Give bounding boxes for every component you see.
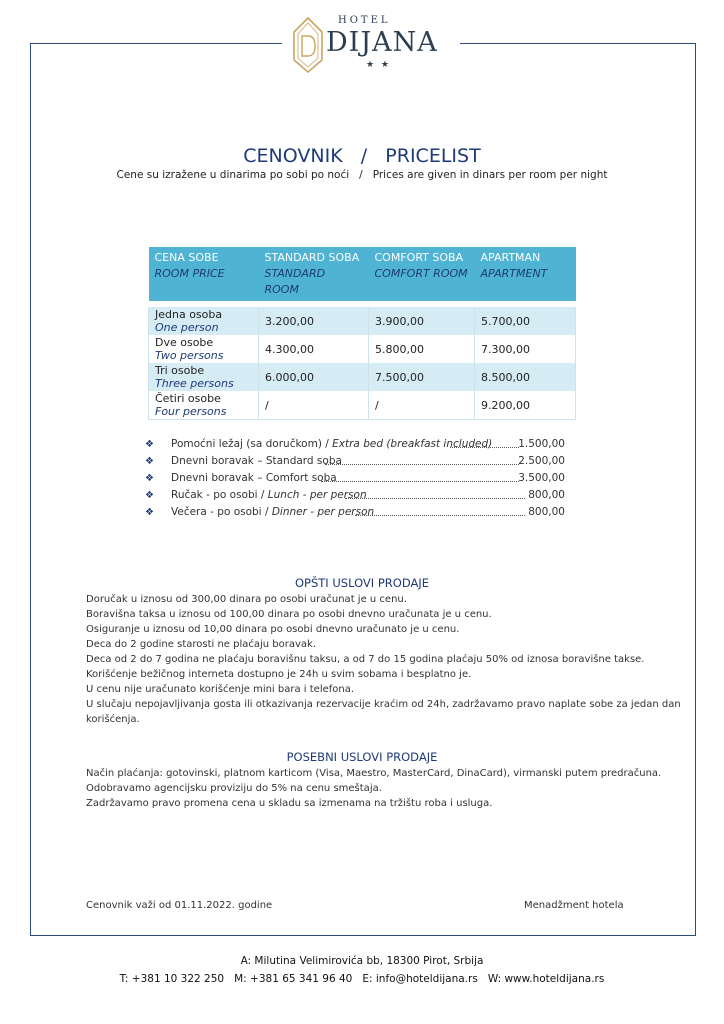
logo-name-text: DIJANA	[326, 27, 438, 58]
extra-label-en: Extra bed (breakfast included)	[332, 438, 493, 450]
leader-dots	[321, 481, 519, 482]
row-label-en: Two persons	[155, 349, 224, 362]
leader-dots	[450, 447, 519, 448]
valid-from-note: Cenovnik važi od 01.11.2022. godine	[86, 900, 273, 911]
extra-label	[171, 470, 337, 487]
price-comfort: 7.500,00	[369, 363, 475, 391]
row-label-en: Four persons	[155, 405, 227, 418]
price-standard: 3.200,00	[259, 307, 369, 335]
diamond-bullet-icon: ❖	[145, 507, 154, 518]
table-row	[149, 307, 576, 335]
price-table-header	[149, 247, 576, 301]
header-sr: APARTMAN	[480, 251, 541, 264]
extra-label-sr: Ručak - po osobi /	[171, 489, 268, 501]
price-standard: /	[259, 391, 369, 420]
row-label	[149, 363, 259, 391]
terms-line: Deca od 2 do 7 godina ne plaćaju boravišnu taksu, a od 7 do 15 godina plaćaju 50% od iznosa boravišne takse.	[86, 654, 645, 665]
price-comfort: /	[369, 391, 475, 420]
extra-label-sr: Pomoćni ležaj (sa doručkom) /	[171, 438, 333, 450]
header-en: STANDARD ROOM	[264, 267, 326, 296]
footer-address: A: Milutina Velimirovića bb, 18300 Pirot, Srbija	[240, 955, 484, 967]
header-sr: CENA SOBE	[154, 251, 219, 264]
header-en: COMFORT ROOM	[374, 267, 468, 280]
general-terms-text	[86, 592, 681, 727]
extra-label	[171, 504, 374, 521]
list-item	[145, 436, 565, 453]
price-apartment: 5.700,00	[475, 307, 576, 335]
row-label-sr: Dve osobe	[155, 336, 214, 349]
header-standard	[259, 247, 369, 301]
diamond-bullet-icon: ❖	[145, 456, 154, 467]
terms-line: Doručak u iznosu od 300,00 dinara po osobi uračunat je u cenu.	[86, 594, 407, 605]
terms-line: Odobravamo agencijsku proviziju do 5% na cenu smeštaja.	[86, 783, 382, 794]
price-table	[148, 247, 576, 420]
terms-line: U cenu nije uračunato korišćenje mini bara i telefona.	[86, 684, 355, 695]
frame-top-right	[460, 43, 696, 44]
diamond-bullet-icon: ❖	[145, 490, 154, 501]
extra-label-sr: Večera - po osobi /	[171, 506, 272, 518]
extra-label-sr: Dnevni boravak – Standard soba	[171, 455, 342, 467]
extra-price: 800,00	[528, 506, 565, 518]
terms-line: Korišćenje bežičnog interneta dostupno je 24h u svim sobama i besplatno je.	[86, 669, 472, 680]
terms-line: U slučaju nepojavljivanja gosta ili otkazivanja rezervacije kraćim od 24h, zadržavamo pravo naplate sobe za jedan dan	[86, 699, 681, 710]
row-label-sr: Četiri osobe	[155, 392, 221, 405]
diamond-bullet-icon: ❖	[145, 439, 154, 450]
terms-line: Zadržavamo pravo promena cena u skladu sa izmenama na tržištu roba i usluga.	[86, 798, 493, 809]
header-en: APARTMENT	[480, 267, 548, 280]
row-label-sr: Jedna osoba	[155, 308, 223, 321]
row-label-en: Three persons	[155, 377, 234, 390]
list-item	[145, 487, 565, 504]
frame-bottom	[30, 935, 696, 936]
price-comfort: 3.900,00	[369, 307, 475, 335]
table-row	[149, 391, 576, 420]
table-row	[149, 363, 576, 391]
special-terms-text	[86, 766, 662, 811]
price-standard: 6.000,00	[259, 363, 369, 391]
extra-label	[171, 453, 342, 470]
extras-list	[145, 436, 565, 521]
extra-price: 800,00	[528, 489, 565, 501]
diamond-bullet-icon: ❖	[145, 473, 154, 484]
extra-label-sr: Dnevni boravak – Comfort soba	[171, 472, 337, 484]
list-item	[145, 470, 565, 487]
row-label-sr: Tri osobe	[155, 364, 205, 377]
terms-line: Osiguranje u iznosu od 10,00 dinara po osobi dnevno uračunato je u cenu.	[86, 624, 460, 635]
header-sr: STANDARD SOBA	[264, 251, 360, 264]
page-title: CENOVNIK / PRICELIST	[243, 145, 481, 167]
header-room-price	[149, 247, 259, 301]
extra-label	[171, 436, 492, 453]
terms-line: Boravišna taksa u iznosu od 100,00 dinara po osobi dnevno uračunata je u cenu.	[86, 609, 492, 620]
extra-label-en: Lunch - per person	[267, 489, 367, 501]
terms-line: Način plaćanja: gotovinski, platnom karticom (Visa, Maestro, MasterCard, DinaCard), virmanski putem predračuna.	[86, 768, 662, 779]
leader-dots	[345, 498, 525, 499]
table-row	[149, 335, 576, 363]
list-item	[145, 453, 565, 470]
terms-line: Deca do 2 godine starosti ne plaćaju boravak.	[86, 639, 317, 650]
footer-contact: T: +381 10 322 250 M: +381 65 341 96 40 E: info@hoteldijana.rs W: www.hoteldijana.rs	[119, 973, 605, 985]
extra-price: 3.500,00	[518, 472, 565, 484]
terms-line: korišćenja.	[86, 714, 140, 725]
leader-dots	[355, 515, 525, 516]
frame-top-left	[30, 43, 282, 44]
header-en: ROOM PRICE	[154, 267, 225, 280]
row-label	[149, 335, 259, 363]
extra-price: 2.500,00	[518, 455, 565, 467]
extra-label	[171, 487, 367, 504]
row-label-en: One person	[155, 321, 219, 334]
logo-hotel-text: HOTEL	[338, 15, 391, 26]
extra-price: 1.500,00	[518, 438, 565, 450]
special-terms-title: POSEBNI USLOVI PRODAJE	[286, 750, 438, 764]
general-terms-title: OPŠTI USLOVI PRODAJE	[295, 576, 429, 590]
row-label	[149, 391, 259, 420]
list-item	[145, 504, 565, 521]
row-label	[149, 307, 259, 335]
price-comfort: 5.800,00	[369, 335, 475, 363]
price-apartment: 9.200,00	[475, 391, 576, 420]
logo-stars: ★ ★	[366, 60, 391, 70]
page-subtitle: Cene su izražene u dinarima po sobi po noći / Prices are given in dinars per room per night	[116, 169, 608, 181]
management-signature: Menadžment hotela	[524, 900, 624, 911]
price-apartment: 7.300,00	[475, 335, 576, 363]
extra-label-en: Dinner - per person	[271, 506, 375, 518]
header-sr: COMFORT SOBA	[374, 251, 464, 264]
header-comfort	[369, 247, 475, 301]
price-standard: 4.300,00	[259, 335, 369, 363]
leader-dots	[325, 464, 519, 465]
price-apartment: 8.500,00	[475, 363, 576, 391]
header-apartment	[475, 247, 576, 301]
